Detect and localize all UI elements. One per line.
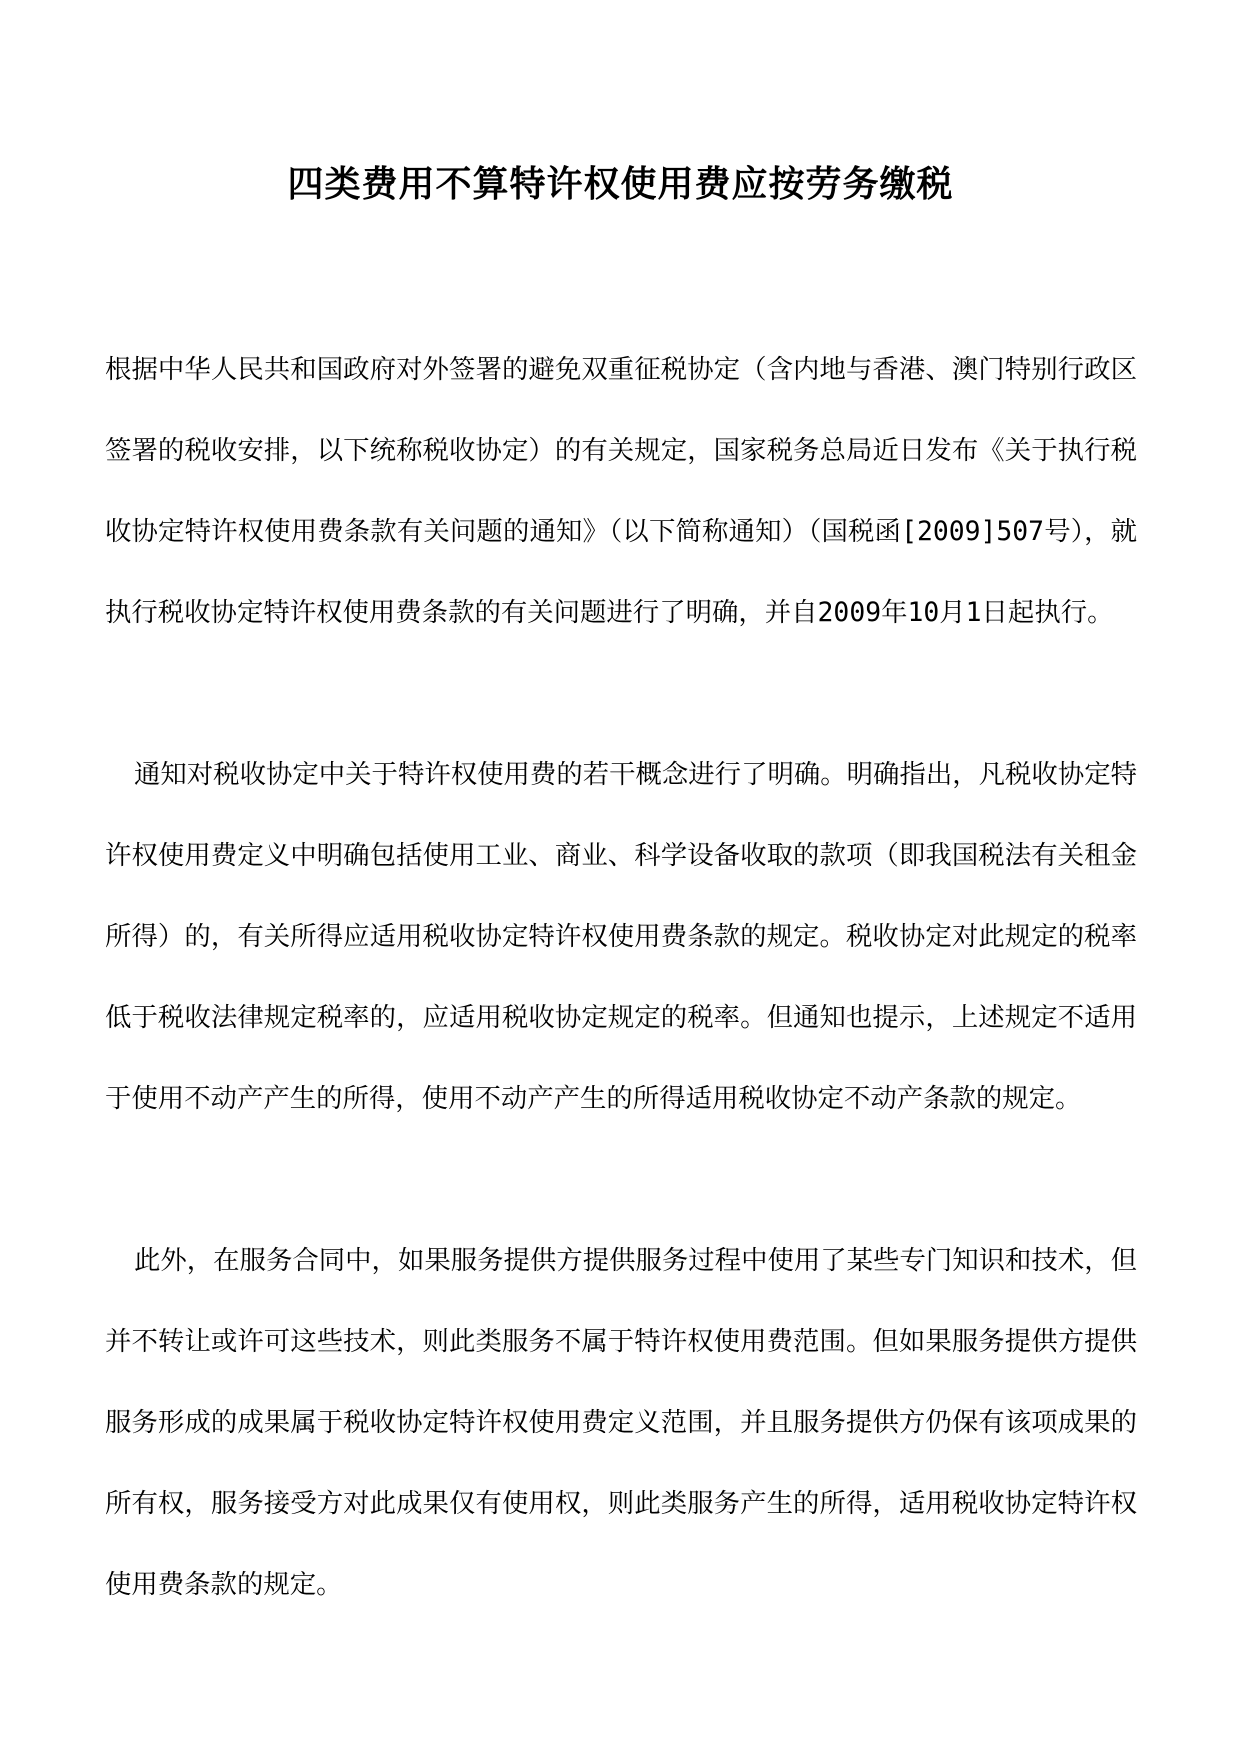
paragraph-1: 根据中华人民共和国政府对外签署的避免双重征税协定（含内地与香港、澳门特别行政区签署的税收安排，以下统称税收协定）的有关规定，国家税务总局近日发布《关于执行税收协定特许权使用费条款有关问题的通知》（以下简称通知）（国税函[2009]507号），就执行税收协定特许权使用费条款的有关问题进行了明确，并自2009年10月1日起执行。 bbox=[105, 354, 1137, 628]
paragraph-2: 通知对税收协定中关于特许权使用费的若干概念进行了明确。明确指出，凡税收协定特许权使用费定义中明确包括使用工业、商业、科学设备收取的款项（即我国税法有关租金所得）的，有关所得应适用税收协定特许权使用费条款的规定。税收协定对此规定的税率低于税收法律规定税率的，应适用税收协定规定的税率。但通知也提示，上述规定不适用于使用不动产产生的所得，使用不动产产生的所得适用税收协定不动产条款的规定。 bbox=[105, 759, 1137, 1114]
paragraph-3: 此外，在服务合同中，如果服务提供方提供服务过程中使用了某些专门知识和技术，但并不转让或许可这些技术，则此类服务不属于特许权使用费范围。但如果服务提供方提供服务形成的成果属于税收协定特许权使用费定义范围，并且服务提供方仍保有该项成果的所有权，服务接受方对此成果仅有使用权，则此类服务产生的所得，适用税收协定特许权使用费条款的规定。 bbox=[105, 1245, 1137, 1600]
document-title: 四类费用不算特许权使用费应按劳务缴税 bbox=[287, 163, 954, 205]
